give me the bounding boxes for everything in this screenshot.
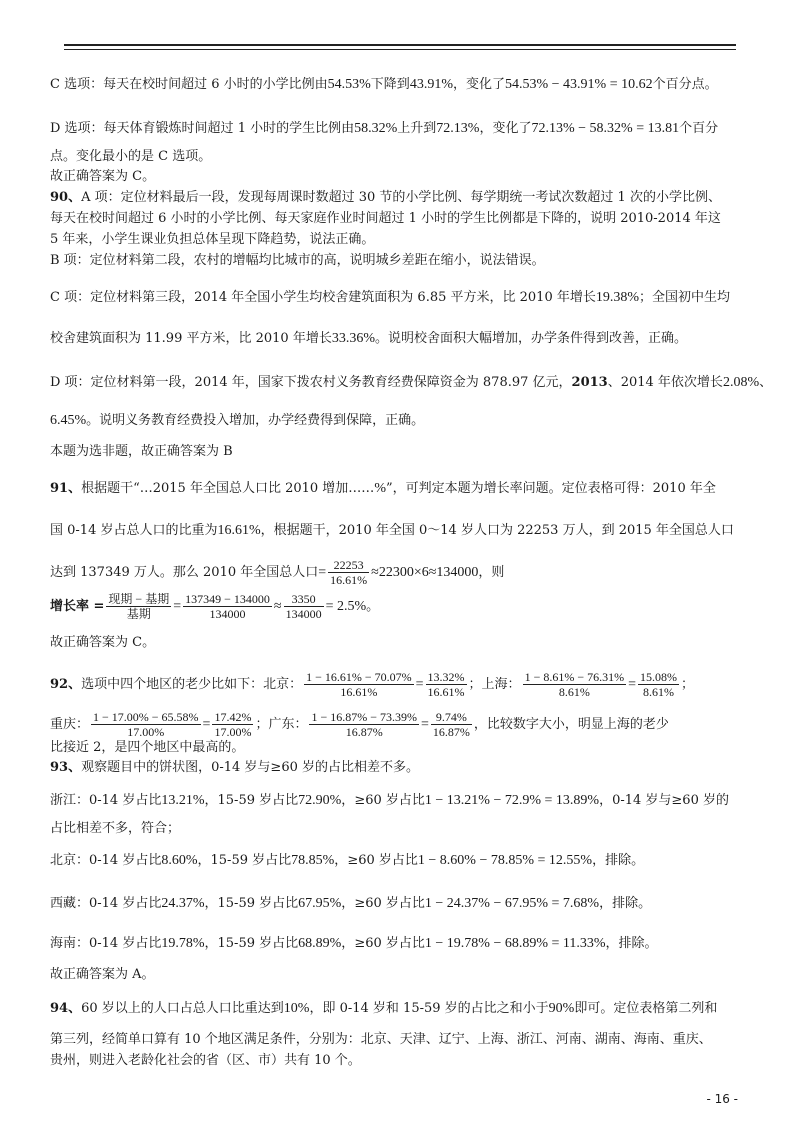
text: ，则 — [478, 565, 505, 580]
question-number: 94、 — [50, 1001, 82, 1016]
q91-line-3 — [50, 558, 754, 587]
math: 13.21% — [161, 793, 205, 808]
math: 19.78% — [161, 936, 205, 951]
hainan-line — [50, 935, 754, 953]
denominator: 16.61% — [340, 685, 378, 699]
q93-line — [50, 759, 754, 777]
question-number: 91、 — [50, 481, 82, 496]
math: 2.08% — [722, 375, 760, 390]
denominator: 16.87% — [345, 725, 383, 739]
math: 1 − 8.60% − 78.85% = 12.55% — [417, 853, 593, 868]
q92-line — [50, 670, 754, 699]
numerator: 1 − 8.61% − 76.31% — [524, 670, 625, 684]
text: 浙江：0-14 岁占比 — [50, 793, 162, 808]
option-c-line — [50, 76, 754, 94]
text: A 项：定位材料最后一段，发现每周课时数超过 30 节的小学比例、每学期统一考试次数超过 1 次的小学比例、 — [81, 190, 721, 205]
text: ， — [341, 896, 355, 911]
q90-d-line-2 — [50, 412, 754, 430]
answer-line: 故正确答案为 A。 — [50, 967, 155, 982]
math: = — [628, 677, 636, 692]
math: 90% — [548, 1001, 575, 1016]
math: 8.60% — [161, 853, 198, 868]
fraction — [212, 710, 253, 739]
question-number: 93、 — [50, 760, 82, 775]
text: ，15-59 岁占比 — [204, 936, 299, 951]
paragraph-line: 贵州，则进入老龄化社会的省（区、市）共有 10 个。 — [50, 1053, 361, 1068]
math: 78.85% — [291, 853, 335, 868]
text: 即可。定位表格第二列和 — [574, 1001, 718, 1016]
page-number: - 16 - — [706, 1092, 738, 1106]
numerator: 17.42% — [214, 710, 252, 724]
text: ，变化了 — [452, 77, 505, 92]
text: 60 岁以上的人口占总人口比重达到 — [81, 1001, 284, 1016]
denominator: 134000 — [285, 607, 322, 621]
numerator: 15.08% — [640, 670, 677, 684]
numerator: 13.32% — [427, 670, 465, 684]
fraction — [523, 670, 627, 699]
math: = — [173, 599, 182, 614]
paragraph-line: 5 年来，小学生课业负担总体呈现下降趋势，说法正确。 — [50, 232, 375, 247]
text: D 项：定位材料第一段，2014 年，国家下拨农村义务教育经费保障资金为 878.97 亿元， — [50, 375, 572, 390]
text: ，15-59 岁占比 — [204, 793, 299, 808]
math: = 2.5% — [325, 599, 367, 614]
fraction — [304, 670, 414, 699]
numerator: 9.74% — [431, 710, 472, 725]
option-d-line — [50, 120, 754, 138]
text: 北京：0-14 岁占比 — [50, 853, 162, 868]
denominator: 8.61% — [558, 685, 590, 699]
text: ，即 0-14 岁和 15-59 岁的占比之和小于 — [309, 1001, 549, 1016]
text: ，15-59 岁占比 — [197, 853, 292, 868]
math: 72.90% — [298, 793, 342, 808]
denominator: 16.61% — [427, 685, 465, 699]
math: 1 − 19.78% − 68.89% = 11.33% — [424, 936, 606, 951]
fraction — [284, 592, 324, 621]
denominator: 基期 — [126, 607, 151, 621]
text: ，15-59 岁占比 — [204, 896, 299, 911]
q92-line-2 — [50, 710, 754, 739]
math: = — [415, 677, 424, 692]
growth-formula — [50, 592, 754, 621]
text: ，排除。 — [599, 896, 652, 911]
math: 1 − 24.37% − 67.95% = 7.68% — [424, 896, 600, 911]
text: ≥60 岁占比 — [347, 853, 418, 868]
math: 54.53% — [327, 77, 371, 92]
text: 根据题干“…2015 年全国总人口比 2010 增加…… — [81, 481, 375, 496]
denominator: 134000 — [209, 607, 246, 621]
text: 观察题目中的饼状图，0-14 岁与≥60 岁的占比相差不多。 — [81, 760, 419, 775]
text: ≥60 岁占比 — [354, 793, 425, 808]
math: 10% — [283, 1001, 310, 1016]
q90-line — [50, 189, 754, 207]
fraction — [309, 710, 419, 739]
text: ”，可判定本题为增长率问题。定位表格可得：2010 年全 — [385, 481, 716, 496]
q90-c-line — [50, 289, 754, 307]
fraction — [638, 670, 679, 699]
question-number: 90、 — [50, 190, 82, 205]
text: ≥60 岁占比 — [354, 896, 425, 911]
text: 下降到 — [370, 77, 410, 92]
numerator: 22253 — [328, 558, 369, 573]
beijing-line — [50, 852, 754, 870]
text: 西藏：0-14 岁占比 — [50, 896, 162, 911]
text: ，0-14 岁与≥60 岁的 — [599, 793, 729, 808]
q91-line-2 — [50, 522, 754, 540]
fraction — [431, 710, 472, 739]
text: 、 — [759, 375, 773, 390]
zhejiang-line — [50, 792, 754, 810]
numerator: 现期 − 基期 — [108, 592, 170, 606]
math: % — [374, 481, 386, 496]
paragraph-line: B 项：定位材料第二段，农村的增幅均比城市的高，说明城乡差距在缩小，说法错误。 — [50, 253, 545, 268]
math: 68.89% — [298, 936, 342, 951]
text: 海南：0-14 岁占比 — [50, 936, 162, 951]
text: ≥60 岁占比 — [354, 936, 425, 951]
header-rule-thick — [64, 44, 736, 46]
text: 个百分 — [679, 121, 719, 136]
q90-c-line-2 — [50, 330, 754, 348]
math: 33.36% — [331, 331, 376, 346]
text: ， — [334, 853, 348, 868]
text: 个百分点。 — [652, 77, 718, 92]
text: C 项：定位材料第三段，2014 年全国小学生均校舍建筑面积为 6.85 平方米，比 2010 年增长 — [50, 290, 596, 305]
denominator: 8.61% — [643, 685, 674, 699]
text: ； — [681, 677, 695, 692]
paragraph-line: 第三列，经简单口算有 10 个地区满足条件，分别为：北京、天津、辽宁、上海、浙江、河南、湖南、海南、重庆、 — [50, 1032, 712, 1047]
math: 19.38% — [595, 290, 640, 305]
text: ；上海： — [468, 677, 521, 692]
math: = — [202, 717, 211, 732]
q91-line — [50, 480, 754, 498]
text: 。说明义务教育经费投入增加，办学经费得到保障，正确。 — [86, 413, 425, 428]
text: 上升到 — [397, 121, 437, 136]
text: ，排除。 — [592, 853, 645, 868]
text: 。 — [366, 599, 380, 614]
header-rule-thin — [64, 49, 736, 50]
text: 校舍建筑面积为 11.99 平方米，比 2010 年增长 — [50, 331, 332, 346]
text: ；广东： — [255, 717, 308, 732]
math: ≈22300×6≈134000 — [371, 565, 479, 580]
numerator: 1 − 17.00% − 65.58% — [93, 710, 199, 724]
math: = — [318, 565, 327, 580]
text: D 选项：每天体育锻炼时间超过 1 小时的学生比例由 — [50, 121, 355, 136]
math: 54.53% − 43.91% = 10.62 — [505, 77, 653, 92]
fraction — [106, 592, 171, 621]
math: ≈ — [273, 599, 282, 614]
answer-line: 故正确答案为 C。 — [50, 635, 156, 650]
xizang-line — [50, 895, 754, 913]
denominator: 17.00% — [127, 725, 165, 739]
math: 58.32% — [354, 121, 398, 136]
text: ， — [341, 936, 355, 951]
denominator: 17.00% — [214, 725, 252, 739]
numerator: 3350 — [284, 592, 324, 607]
answer-line: 本题为选非题，故正确答案为 B — [50, 444, 233, 459]
text: 、2014 年依次增长 — [607, 375, 723, 390]
paragraph-line: 比接近 2，是四个地区中最高的。 — [50, 740, 245, 755]
math: 6.45% — [50, 413, 87, 428]
denominator: 16.61% — [330, 573, 368, 587]
text: ，根据题干，2010 年全国 0～14 岁人口为 22253 万人，到 2015 年全国总人口 — [260, 523, 734, 538]
text: 增长率 = — [50, 599, 105, 614]
text: ，排除。 — [605, 936, 658, 951]
text: 选项中四个地区的老少比如下：北京： — [81, 677, 303, 692]
text: ；全国初中生均 — [639, 290, 731, 305]
text: 达到 137349 万人。那么 2010 年全国总人口 — [50, 565, 319, 580]
fraction — [91, 710, 201, 739]
q90-d-line — [50, 374, 773, 392]
question-number: 92、 — [50, 677, 82, 692]
fraction — [426, 670, 467, 699]
math: 72.13% − 58.32% = 13.81 — [531, 121, 680, 136]
text: 重庆： — [50, 717, 90, 732]
fraction — [328, 558, 369, 587]
paragraph-line: 每天在校时间超过 6 小时的小学比例、每天家庭作业时间超过 1 小时的学生比例都是下降的，说明 2010-2014 年这 — [50, 211, 721, 226]
answer-line: 故正确答案为 C。 — [50, 169, 156, 184]
numerator: 1 − 16.87% − 73.39% — [311, 710, 417, 724]
fraction — [183, 592, 272, 621]
text: ，比较数字大小，明显上海的老少 — [473, 717, 669, 732]
text: C 选项：每天在校时间超过 6 小时的小学比例由 — [50, 77, 328, 92]
math: 67.95% — [298, 896, 342, 911]
numerator: 137349 − 134000 — [185, 592, 270, 606]
math: 1 − 13.21% − 72.9% = 13.89% — [424, 793, 600, 808]
math: = — [421, 717, 429, 732]
text: ，变化了 — [479, 121, 532, 136]
paragraph-line: 点。变化最小的是 C 选项。 — [50, 149, 212, 164]
numerator: 1 − 16.61% − 70.07% — [306, 670, 412, 684]
text: 。说明校舍面积大幅增加，办学条件得到改善，正确。 — [375, 331, 688, 346]
math: 72.13% — [436, 121, 480, 136]
text: 2013 — [571, 375, 608, 390]
math: 24.37% — [161, 896, 205, 911]
denominator: 16.87% — [432, 725, 470, 739]
paragraph-line: 占比相差不多，符合； — [50, 821, 181, 836]
q94-line — [50, 1000, 754, 1018]
math: 16.61% — [217, 523, 261, 538]
text: 国 0-14 岁占总人口的比重为 — [50, 523, 218, 538]
text: ， — [341, 793, 355, 808]
math: 43.91% — [409, 77, 453, 92]
